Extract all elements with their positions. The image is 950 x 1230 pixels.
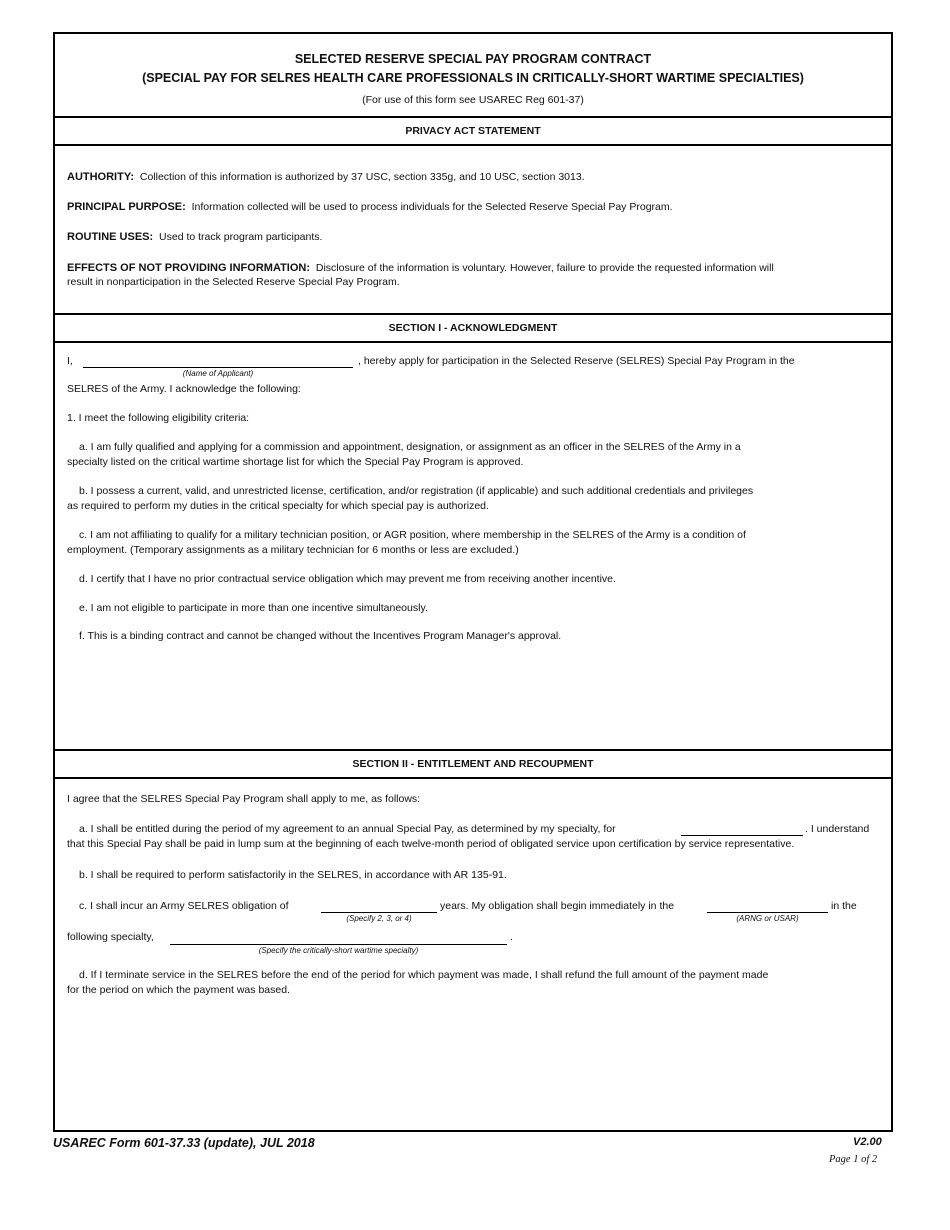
entitlement-c-mid: years. My obligation shall begin immediately in the bbox=[440, 900, 675, 912]
form-border bbox=[53, 32, 893, 1132]
form-version: V2.00 bbox=[853, 1136, 882, 1148]
effects-text: Disclosure of the information is voluntary. However, failure to provide the requested information will bbox=[315, 262, 774, 274]
routine-uses-label: ROUTINE USES: bbox=[67, 231, 154, 243]
form-title: SELECTED RESERVE SPECIAL PAY PROGRAM CONTRACT bbox=[294, 52, 652, 66]
special-pay-amount-field[interactable] bbox=[681, 835, 803, 836]
form-identifier: USAREC Form 601-37.33 (update), JUL 2018 bbox=[53, 1136, 315, 1150]
form-header bbox=[55, 34, 891, 118]
specialty-period: . bbox=[510, 931, 513, 943]
specialty-field[interactable] bbox=[170, 944, 507, 945]
section-2-intro: I agree that the SELRES Special Pay Program shall apply to me, as follows: bbox=[67, 793, 421, 805]
applicant-intro-line2: SELRES of the Army. I acknowledge the following: bbox=[67, 383, 301, 395]
authority-label: AUTHORITY: bbox=[67, 171, 135, 183]
criteria-e: e. I am not eligible to participate in more than one incentive simultaneously. bbox=[79, 602, 428, 614]
criteria-c-line2: employment. (Temporary assignments as a military technician for 6 months or less are excluded.) bbox=[67, 544, 519, 556]
applicant-intro-text: , hereby apply for participation in the Selected Reserve (SELRES) Special Pay Program in the bbox=[358, 355, 795, 367]
obligation-years-caption: (Specify 2, 3, or 4) bbox=[346, 914, 412, 923]
criteria-f: f. This is a binding contract and cannot be changed without the Incentives Program Manager's approval. bbox=[79, 630, 562, 642]
principal-purpose-text: Information collected will be used to process individuals for the Selected Reserve Special Pay Program. bbox=[191, 201, 673, 213]
component-field[interactable] bbox=[707, 912, 828, 913]
entitlement-a-line1: a. I shall be entitled during the period of my agreement to an annual Special Pay, as determined by my specialty, for bbox=[79, 823, 616, 835]
privacy-act-heading: PRIVACY ACT STATEMENT bbox=[55, 116, 891, 146]
routine-uses-row bbox=[67, 230, 322, 245]
effects-row bbox=[67, 261, 774, 276]
section-2-heading: SECTION II - ENTITLEMENT AND RECOUPMENT bbox=[55, 749, 891, 779]
entitlement-b: b. I shall be required to perform satisfactorily in the SELRES, in accordance with AR 135-91. bbox=[79, 869, 507, 881]
authority-text: Collection of this information is authorized by 37 USC, section 335g, and 10 USC, section 3013. bbox=[139, 171, 585, 183]
criteria-c-line1: c. I am not affiliating to qualify for a military technician position, or AGR position, where membership in the SELRES of the Army is a condition of bbox=[79, 529, 746, 541]
authority-row bbox=[67, 170, 585, 185]
routine-uses-text: Used to track program participants. bbox=[159, 231, 323, 243]
criteria-a-line1: a. I am fully qualified and applying for a commission and appointment, designation, or assignment as an officer in the SELRES of the Army in a bbox=[79, 441, 741, 453]
recoupment-d-line1: d. If I terminate service in the SELRES before the end of the period for which payment was made, I shall refund the full amount of the payment made bbox=[79, 969, 769, 981]
applicant-prefix: I, bbox=[67, 355, 73, 367]
criteria-b-line2: as required to perform my duties in the critical specialty for which special pay is authorized. bbox=[67, 500, 489, 512]
entitlement-c-suffix: in the bbox=[831, 900, 857, 912]
applicant-name-field[interactable] bbox=[83, 367, 353, 368]
criteria-b-line1: b. I possess a current, valid, and unrestricted license, certification, and/or registration (if applicable) and such additional credentials and privileges bbox=[79, 485, 754, 497]
component-caption: (ARNG or USAR) bbox=[736, 914, 799, 923]
page-number: Page 1 of 2 bbox=[829, 1154, 878, 1165]
obligation-years-field[interactable] bbox=[321, 912, 437, 913]
specialty-caption: (Specify the critically-short wartime specialty) bbox=[258, 946, 419, 955]
recoupment-d-line2: for the period on which the payment was based. bbox=[67, 984, 290, 996]
effects-label: EFFECTS OF NOT PROVIDING INFORMATION: bbox=[67, 262, 311, 274]
entitlement-c-line2: following specialty, bbox=[67, 931, 154, 943]
criteria-d: d. I certify that I have no prior contractual service obligation which may prevent me from receiving another incentive. bbox=[79, 573, 616, 585]
form-subtitle: (SPECIAL PAY FOR SELRES HEALTH CARE PROFESSIONALS IN CRITICALLY-SHORT WARTIME SPECIALTIES) bbox=[142, 71, 804, 85]
applicant-name-caption: (Name of Applicant) bbox=[182, 369, 254, 378]
section-1-heading: SECTION I - ACKNOWLEDGMENT bbox=[55, 313, 891, 343]
principal-purpose-label: PRINCIPAL PURPOSE: bbox=[67, 201, 186, 213]
entitlement-a-line2: that this Special Pay shall be paid in lump sum at the beginning of each twelve-month period of obligated service upon certification by service representative. bbox=[67, 838, 795, 850]
eligibility-item-1: 1. I meet the following eligibility criteria: bbox=[67, 412, 250, 424]
criteria-a-line2: specialty listed on the critical wartime shortage list for which the Special Pay Program is approved. bbox=[67, 456, 524, 468]
form-usage-note: (For use of this form see USAREC Reg 601-37) bbox=[362, 94, 584, 106]
entitlement-c-prefix: c. I shall incur an Army SELRES obligation of bbox=[79, 900, 289, 912]
entitlement-a-understand: . I understand bbox=[805, 823, 870, 835]
principal-purpose-row bbox=[67, 200, 673, 215]
effects-text-continued: result in nonparticipation in the Selected Reserve Special Pay Program. bbox=[67, 276, 400, 288]
